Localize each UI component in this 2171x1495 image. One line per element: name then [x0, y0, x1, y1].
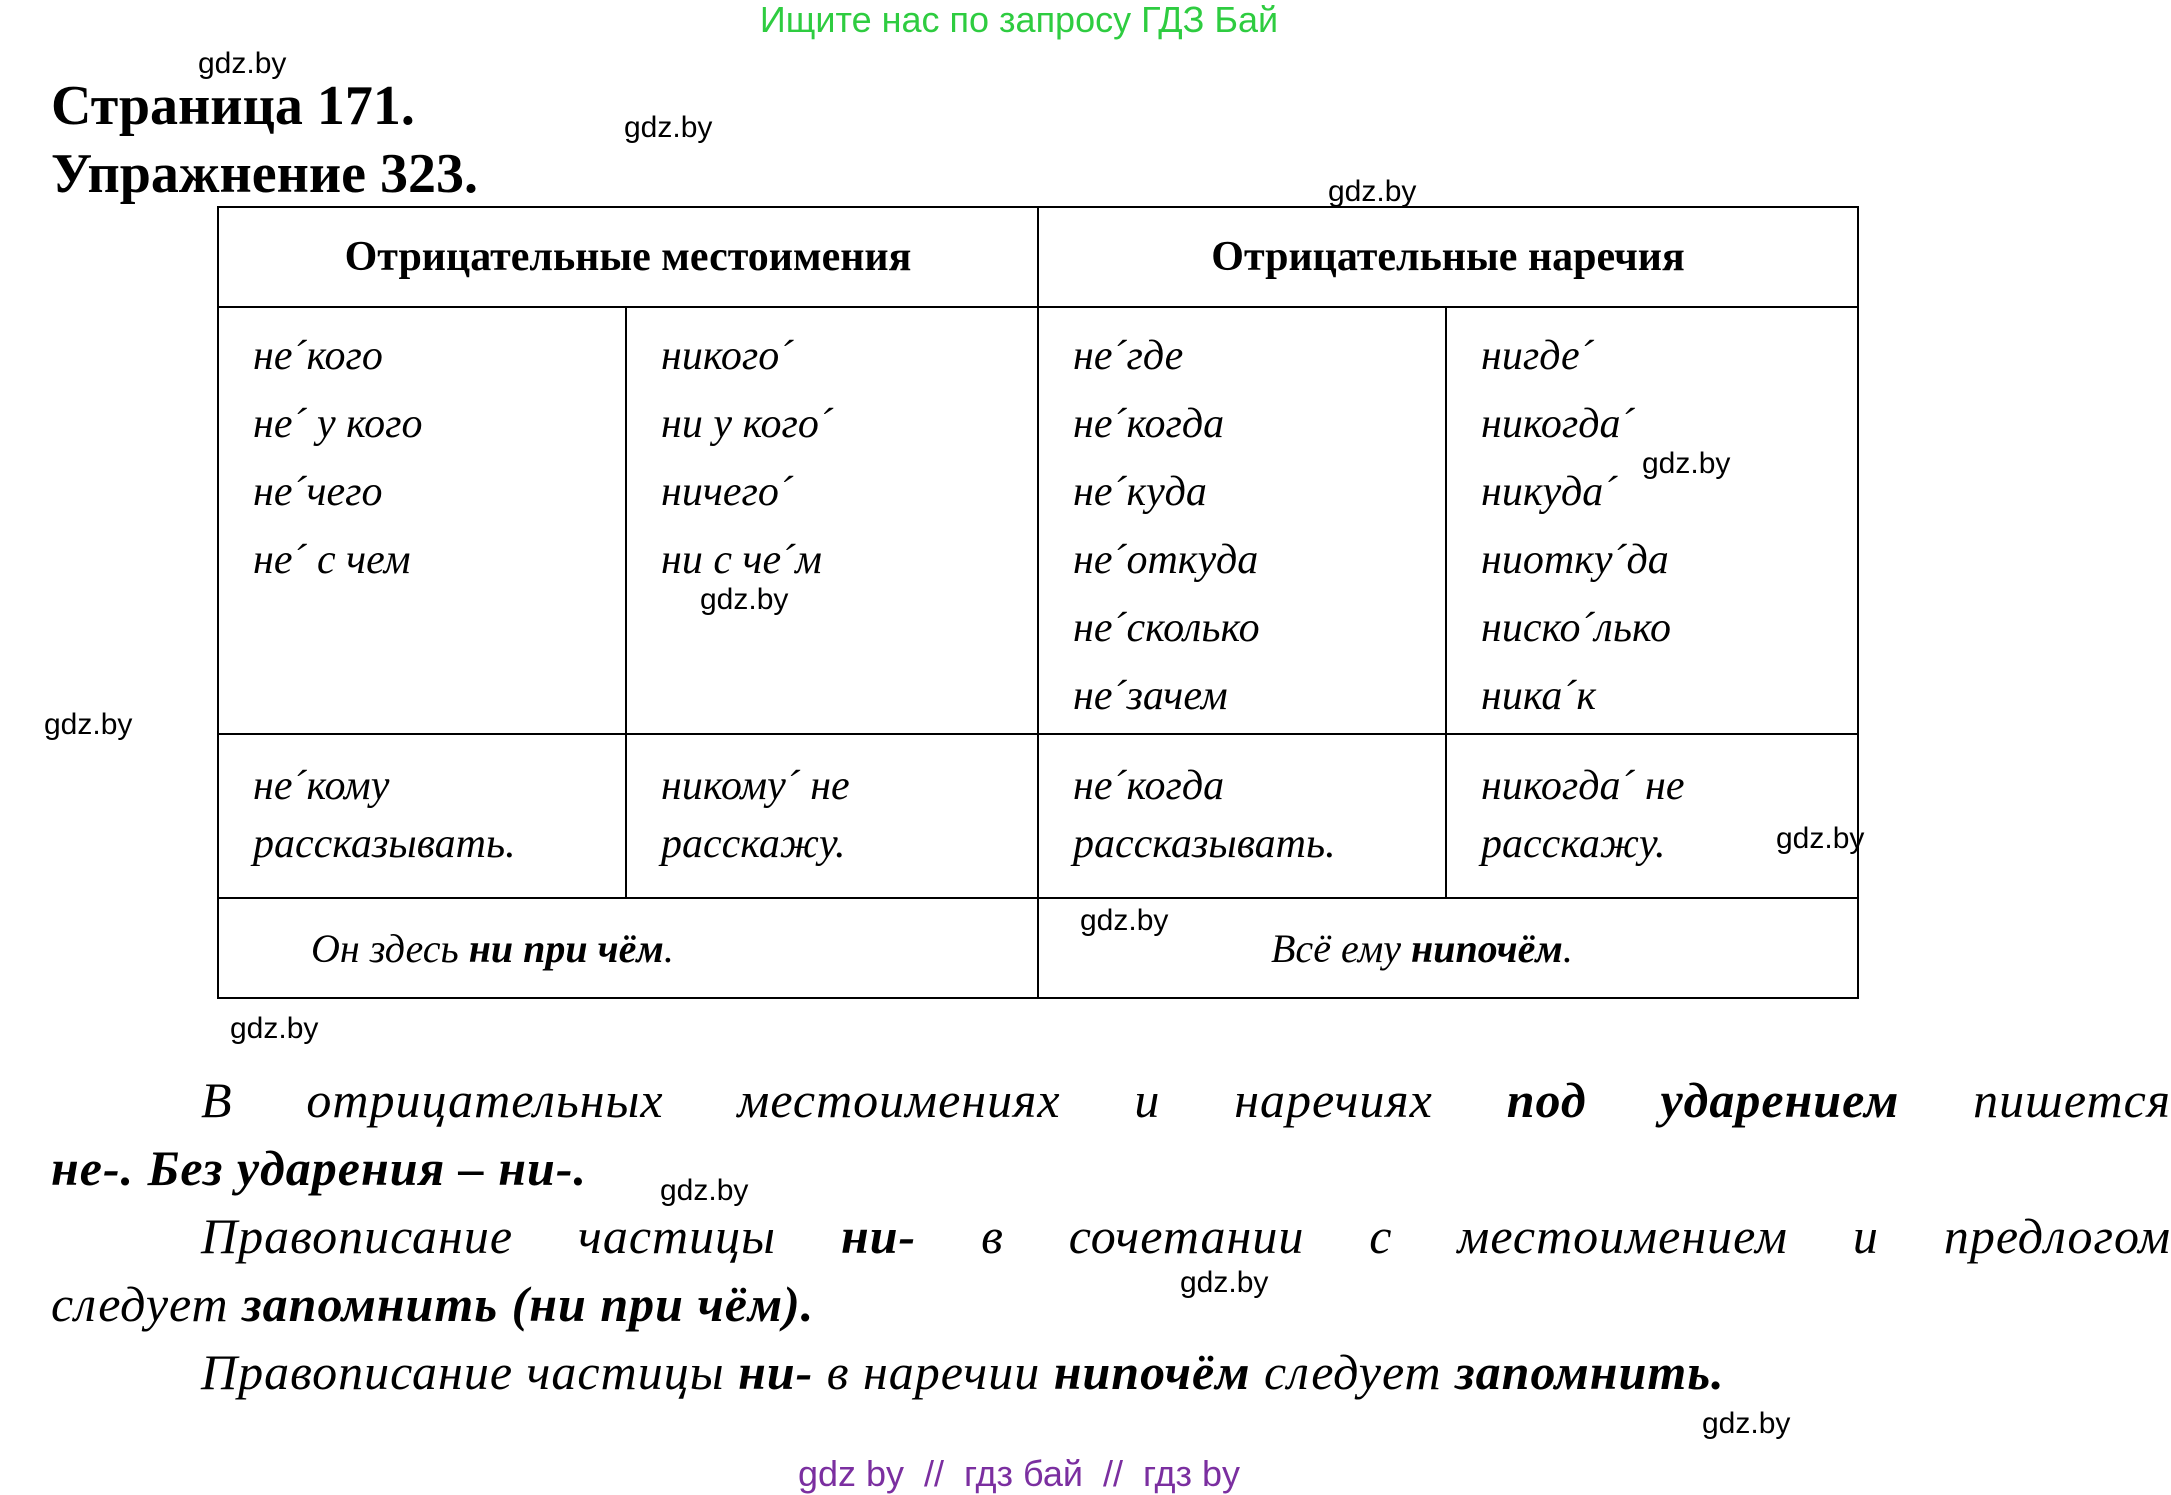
idiom-text: Всё ему	[1271, 925, 1411, 971]
watermark: gdz.by	[624, 111, 713, 144]
footer-links: gdz by // гдз бай // гдз by	[797, 1453, 1241, 1494]
list-item: ничего´	[661, 469, 793, 515]
list-item: нигде´	[1481, 333, 1594, 379]
list-item: никуда´	[1481, 469, 1618, 515]
word-list	[627, 308, 1037, 594]
list-item: никого´	[661, 333, 794, 379]
list-item: не´сколько	[1073, 605, 1260, 651]
idiom-text: Он здесь	[311, 925, 469, 971]
rule-2-line-2: следует запомнить (ни при чём).	[51, 1276, 815, 1332]
rule-2-line-1: Правописание частицы ни- в сочетании с местоимением и предлогом	[201, 1208, 2171, 1264]
pronouns-ne-cell	[218, 307, 626, 734]
adverbs-ni-cell	[1446, 307, 1858, 734]
search-banner: Ищите нас по запросу ГДЗ Бай	[759, 0, 1279, 40]
rule-1-line-1: В отрицательных местоимениях и наречиях под ударением пишется	[201, 1072, 2171, 1128]
example-line: не´кому	[253, 763, 390, 809]
watermark: gdz.by	[1776, 822, 1865, 855]
watermark: gdz.by	[1080, 904, 1169, 937]
adverbs-ne-cell	[1038, 307, 1446, 734]
list-item: ни с че´м	[661, 537, 822, 583]
list-item: никогда´	[1481, 401, 1635, 447]
list-item: ни у кого´	[661, 401, 833, 447]
idiom-text: .	[1562, 925, 1573, 971]
watermark: gdz.by	[1702, 1407, 1791, 1440]
example-line: рассказывать.	[253, 821, 516, 867]
example-adverb-ne	[1038, 734, 1446, 898]
list-item: не´ с чем	[253, 537, 411, 583]
list-item: не´чего	[253, 469, 383, 515]
page-heading: Страница 171.	[51, 75, 415, 137]
watermark: gdz.by	[1642, 447, 1731, 480]
list-item: не´куда	[1073, 469, 1207, 515]
word-list	[219, 308, 625, 594]
list-item: не´где	[1073, 333, 1184, 379]
list-item: ника´к	[1481, 673, 1597, 719]
idiom-text: .	[663, 925, 674, 971]
watermark: gdz.by	[44, 708, 133, 741]
watermark: gdz.by	[660, 1174, 749, 1207]
idiom-bold: нипочём	[1410, 925, 1563, 971]
example-line: рассказывать.	[1073, 821, 1336, 867]
watermark: gdz.by	[198, 47, 287, 80]
list-item: не´откуда	[1073, 537, 1259, 583]
list-item: не´зачем	[1073, 673, 1228, 719]
idiom-pronoun	[218, 898, 1038, 998]
list-item: не´ у кого	[253, 401, 423, 447]
pronouns-ni-cell	[626, 307, 1038, 734]
watermark: gdz.by	[1180, 1266, 1269, 1299]
example-line: никогда´ не	[1481, 763, 1685, 809]
rule-1-line-2: не-. Без ударения – ни-.	[51, 1140, 587, 1196]
example-line: не´когда	[1073, 763, 1225, 809]
word-list	[1039, 308, 1445, 730]
example-line: расскажу.	[1481, 821, 1666, 867]
list-item: ниотку´да	[1481, 537, 1669, 583]
idiom-bold: ни при чём	[468, 925, 664, 971]
idiom-adverb	[1038, 898, 1858, 998]
watermark: gdz.by	[230, 1012, 319, 1045]
example-line: расскажу.	[661, 821, 846, 867]
example-pronoun-ne	[218, 734, 626, 898]
example-adverb-ni	[1446, 734, 1858, 898]
header-adverbs: Отрицательные наречия	[1038, 207, 1858, 307]
word-list	[1447, 308, 1857, 730]
example-pronoun-ni	[626, 734, 1038, 898]
list-item: ниско´лько	[1481, 605, 1671, 651]
rule-3: Правописание частицы ни- в наречии нипочём следует запомнить.	[201, 1344, 1725, 1400]
list-item: не´когда	[1073, 401, 1225, 447]
watermark: gdz.by	[1328, 175, 1417, 208]
header-pronouns: Отрицательные местоимения	[218, 207, 1038, 307]
list-item: не´кого	[253, 333, 383, 379]
negative-words-table	[217, 206, 1859, 999]
example-line: никому´ не	[661, 763, 850, 809]
watermark: gdz.by	[700, 583, 789, 616]
exercise-heading: Упражнение 323.	[51, 143, 479, 205]
